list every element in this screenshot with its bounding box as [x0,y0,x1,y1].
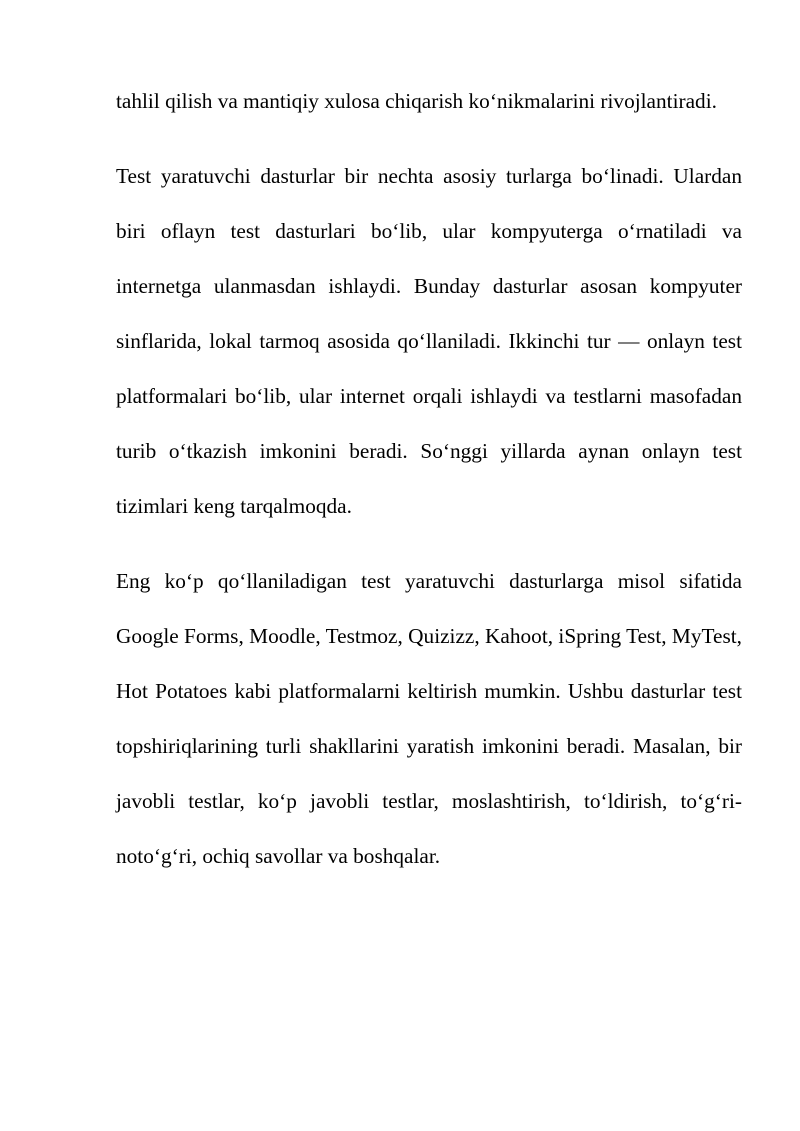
paragraph-3: Eng ko‘p qo‘llaniladigan test yaratuvchi dasturlarga misol sifatida Google Forms, Moodle, Testmoz, Quizizz, Kahoot, iSpring Test, MyTest, Hot Potatoes kabi platformalarni keltirish mumkin. Ushbu dasturlar test topshiriqlarining turli shakllarini yaratish imkonini beradi. Masalan, bir javobli testlar, ko‘p javobli testlar, moslashtirish, to‘ldirish, to‘g‘ri-noto‘g‘ri, ochiq savollar va boshqalar. [116,569,742,868]
paragraph-2: Test yaratuvchi dasturlar bir nechta asosiy turlarga bo‘linadi. Ulardan biri oflayn test dasturlari bo‘lib, ular kompyuterga o‘rnatiladi va internetga ulanmasdan ishlaydi. Bunday dasturlar asosan kompyuter sinflarida, lokal tarmoq asosida qo‘llaniladi. Ikkinchi tur — onlayn test platformalari bo‘lib, ular internet orqali ishlaydi va testlarni masofadan turib o‘tkazish imkonini beradi. So‘nggi yillarda aynan onlayn test tizimlari keng tarqalmoqda. [116,164,742,518]
document-body [116,74,742,884]
paragraph-1: tahlil qilish va mantiqiy xulosa chiqarish ko‘nikmalarini rivojlantiradi. [116,89,717,113]
